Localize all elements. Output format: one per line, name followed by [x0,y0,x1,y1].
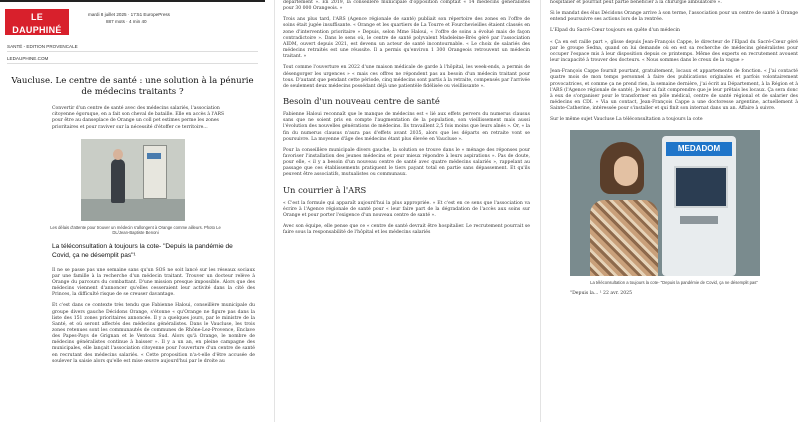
article-intro: Convertir d'un centre de santé avec des médecins salariés, l'association citoyenne égoruque, en a fait son cheval de bataille. Elle en accès à l'ARS pour être au danseplace de Orange un coll pet estimes perme les zones prioritaires et pour raviver sur la nécessité d'étoffer ce territoire... [52,106,225,130]
kiosk-screen [674,166,728,208]
paragraph: Avec son équipe, elle pense que ce « centre de santé devrait être hospitalier. Le recrutement pourrait se faire sous la responsabilité de l'hôpital et les médecins salariés [283,224,530,236]
source-label: LEDAUPHINE.COM [7,56,49,61]
related-date: "Depuis la... ¹ 22 avr. 2025 [570,291,632,297]
article-photo [81,139,185,221]
kiosk-photo [570,130,760,276]
paragraph: Trois ans plus tard, l'ARS (Agence régionale de santé) publiait son répertoire des zones en l'offre de soins était jugée insuffisante. « Orange et les quartiers de La Tourre et Fourchevieilles étaient classés en zone d'intervention prioritaire » Depuis, selon Mme Haloui, « l'offre de soins a évolué mais de façon contradictoire ». Dans le sens où, le centre de santé polyvalent Madeleine-Brès géré par l'association AIDM, ouvert depuis 2021, est devenu un acteur de santé incontournable. « Le choix de salariés des médecins retraités est une réussite. Il a permis qu'environ 1 300 Orangeois retrouvent un médecin traitant. » [283,17,530,60]
article-lede-link[interactable]: La téléconsultation à toujours la cote- "Depuis la pandémie de Covid, ça ne désemplit pas"¹ [52,243,233,259]
paragraph: Et c'est dans ce contexte très tendu que Fabienne Haloui, conseillère municipale du groupe divers gauche Décidons Orange, s'étonne « qu'Orange ne figure pas dans la liste des 151 zones prioritaires annoncée. Il y a quelques jours, par le ministre de la Santé, et où seront affectés des médecins généralistes. Dans le Vaucluse, les trois zones retenues sont les communautés de communes de Rhône-Lez-Provence, Enclave des Papes-Pays de Grignan et le Ventoux Sud. Alors qu'à Orange, le nombre de médecins généralistes continue à baisser ». Il y a un an, en pleine campagne des municipales, elle lançait l'association citoyenne pour l'ouverture d'un centre de santé en recrutant des médecins salariés. « Cette proposition n'a-t-elle d'être accusée de soulever la saisie alors qu'elle est mise œuvre aujourd'hui par le droite au [52,303,255,364]
top-bar [0,0,265,2]
photo-person [111,159,125,203]
section-label: SANTÉ - EDITION PROVENCALE [7,44,78,49]
column-3 [550,0,798,422]
column-1 [0,0,265,422]
kiosk-slot [680,216,718,224]
paragraph: département ». En 2019, la conseillère municipale d'opposition comptait « 14 médecins généralistes pour 30 000 Orangeois. » [283,0,530,12]
logo-line-2: WEB [29,38,45,45]
column-divider [274,0,275,422]
subheading: Un courrier à l'ARS [283,184,367,195]
kiosk-caption: La téléconsultation a toujours la cote- "Depuis la pandémie de Covid, ça ne désemplit pas" [590,279,758,285]
article-meta [88,11,170,25]
photo-wall [81,139,185,199]
kiosk-brand: MEDADOM [666,142,732,156]
photo-floor [81,199,185,221]
paragraph-heading: L'Elpad du Sacré-Cœur toujours en quête d'un médecin [550,28,680,34]
photo-caption: Les délais d'attente pour trouver un médecin s'allongent à Orange comme ailleurs. Photo Le DL/Jean-Baptiste Benoni [50,224,221,236]
paragraph: Pour la conseillère municipale divers gauche, la solution se trouve dans le « ménage des réponses pour favoriser l'installation des jeunes médecins et pour mieux répondre à leurs aspirations ». Pas de doute, pour elle, « il y a besoin d'un nouveau centre de santé avec quatre médecins salariés », rappelant au passage que ces établissements pratiquent le tiers payant total en partie sans dépassement. Et qu'ils peuvent être associatifs, mutualistes ou communaux. [283,147,530,178]
divider [7,51,258,52]
paragraph: Fabienne Haloui reconnaît que le manque de médecins est « lié aux effets pervers du numerus clausus sans que ne soient pris en compte l'augmentation de la population, son vieillissement mais aussi l'évolution des nouvelles générations de médecins. Ils travaillent 2,5 fois moins que leurs aînés ». Or, « la fin du numerus clausus n'aura pas d'effets avant 2035, alors que les départs en retraite vont se poursuivre. La moyenne d'âge des médecins étant plus élevée en Vaucluse ». [283,112,530,142]
divider [7,63,258,64]
paragraph: « C'est la formule qui apparaît aujourd'hui la plus appropriée. » Et c'est en ce sens que l'association va écrire à l'Agence régionale de santé pour « leur faire part de la dégradation de l'accès aux soins sur Orange et pour porter l'exigence d'un nouveau centre de santé ». [283,200,530,218]
logo-line-1: LE DAUPHINÉ [12,12,62,35]
column-2 [283,0,530,422]
related-link[interactable]: Sur le même sujet Vaucluse La téléconsultation a toujours la cote [550,117,703,123]
paragraph: hospitalier et pourrait peut partie bénéficier à la chirurgie ambulatoire ». [550,0,722,5]
paragraph: « Ça en est raille part », glisse depuis Jean-François Cappe, le directeur de l'Elpad du Sacré-Cœur géré par le groupe Sedna, quand on lui demande où en est sa recherche de médecins généralistes pour occuper l'espace mis à leur disposition depuis ce printemps. Même des experts en recrutement avouent leur incapacité à trouver des docteurs. « Nous sommes dans le creux de la vague » [550,39,798,64]
column-divider [540,0,541,422]
photo-person-head [113,149,123,160]
photo-sign [147,153,161,159]
paragraph: Il ne se passe pas une semaine sans qu'un SOS ne soit lancé sur les réseaux sociaux par une famille à la recherche d'un médecin traitant. Trouver un docteur relève à Orange du parcours du combattant. D'une mission presque impossible. Alors que des médecins viennent d'annoncer qu'elles cesseraient leur activité dans la cité des Princes, la difficulté risque de se creuser davantage. [52,267,255,298]
paragraph: Jean-François Cappe fournit pourtant, gratuitement, locaux et appartements de fonction. « J'ai contacté quatre mois de mon temps personnel à faire des publications originales et parfois volontairement provocatrices, et comme ça ne prend rien, la semaine dernière, j'ai écrit au Département, à la Région et à l'ARS (l'Agence régionale de santé). Je leur ai fait comprendre que je leur prêtais les locaux. Ça sera donc à eux de s'organiser pour le transformer en pôle médical, centre de santé régional et de salarier des médecins en CDI. » Via un contact, Jean-François Cappe a une doctoresse argentine, actuellement à Sainte-Catherine, intéressée pour s'installer et qui finit son internat dans un an. Affaire à suivre. [550,69,798,112]
paragraph: Tout comme l'ouverture en 2022 d'une maison médicale de garde à l'hôpital, les week-ends, a permis de désengorger les urgences » « mais ces offres ne répondent pas au besoin d'un médecin traitant pour tous. D'autant que pendant cette période, cinq médecins sont partis à la retraite, compensés par l'arrivée de seulement deux médecins possédant déjà une patientèle fidélisée ou vieillissante ». [283,65,530,89]
subheading: Besoin d'un nouveau centre de santé [283,96,440,107]
article-title: Vaucluse. Le centre de santé : une solution à la pénurie de médecins traitants ? [11,76,254,97]
woman-face [614,156,638,186]
meta-date: mardi 8 juillet 2025 · 17:51 EuropePress [88,12,170,17]
woman-body [590,200,658,276]
header [0,0,265,45]
meta-words: 887 mots · 4 min 40 [106,19,147,24]
publication-logo[interactable] [5,9,69,45]
paragraph: Si le mandat des élus Décidons Orange arrive à son terme, l'association pour un centre de santé à Orange entend poursuivre ses actions lors de la rentrée. [550,11,798,23]
